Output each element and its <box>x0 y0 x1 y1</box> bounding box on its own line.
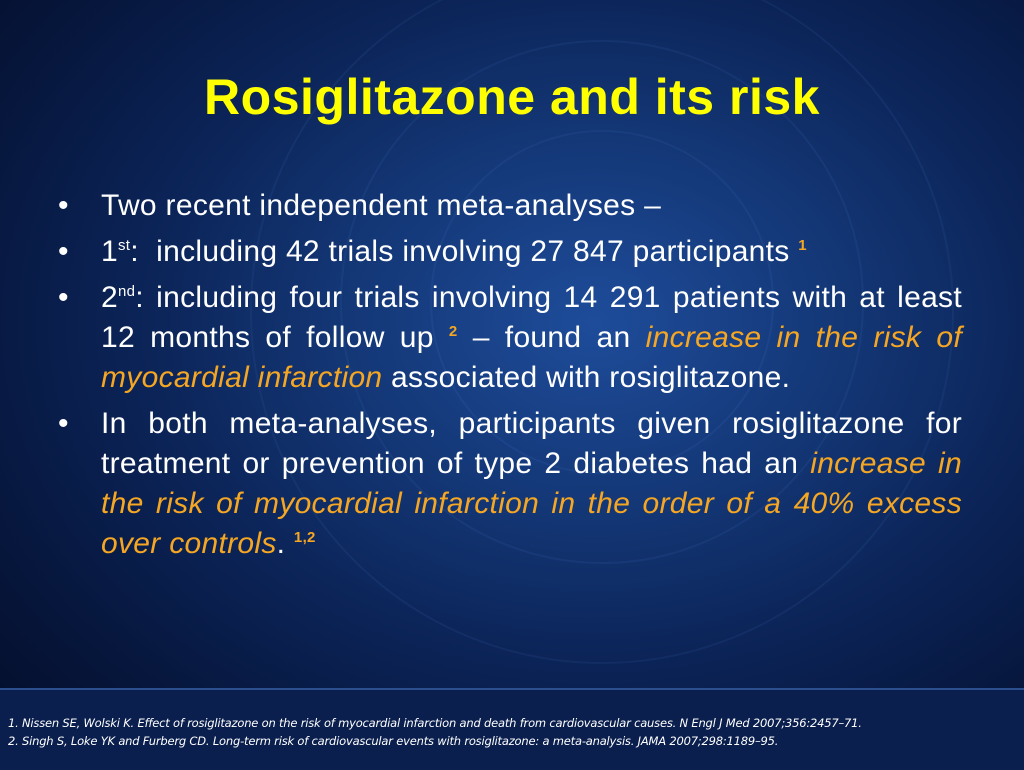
bullet-text-continued: – found an <box>457 321 646 354</box>
bullet-dot-icon: • <box>58 281 69 314</box>
footnote-reference-2: 2. Singh S, Loke YK and Furberg CD. Long-term risk of cardiovascular events with rosiglitazone: a meta-analysis. JAMA 2007;298:1189–95. <box>8 734 779 748</box>
ordinal-suffix: st <box>118 237 131 254</box>
bullet-dot-icon: • <box>58 407 69 440</box>
ordinal-number: 1 <box>101 235 118 268</box>
bullet-list <box>58 186 962 570</box>
reference-marker: 1,2 <box>293 529 316 546</box>
footnotes <box>8 714 862 750</box>
bullet-item-both-analyses <box>58 404 962 564</box>
slide-title: Rosiglitazone and its risk <box>204 69 820 125</box>
bullet-text: : including four trials involving 14 291 patients with at least 12 months of follow up <box>101 281 962 354</box>
ordinal-suffix: nd <box>118 283 136 300</box>
bullet-item-second-analysis <box>58 278 962 398</box>
bullet-text: Two recent independent meta-analyses – <box>101 189 662 222</box>
bullet-item-first-analysis <box>58 232 962 272</box>
bullet-text-end: associated with rosiglitazone. <box>382 361 791 394</box>
footnote-bar <box>0 688 1024 770</box>
ordinal-number: 2 <box>101 281 118 314</box>
footnote-reference-1: 1. Nissen SE, Wolski K. Effect of rosiglitazone on the risk of myocardial infarction and death from cardiovascular causes. N Engl J Med 2007;356:2457–71. <box>8 716 862 730</box>
bullet-item-meta-analyses <box>58 186 962 226</box>
bullet-dot-icon: • <box>58 235 69 268</box>
emphasis-text: increase in the risk of myocardial infarction <box>101 321 962 394</box>
bullet-text: : including 42 trials involving 27 847 participants <box>130 235 799 268</box>
bullet-dot-icon: • <box>58 189 69 222</box>
emphasis-text: increase in the risk of myocardial infarction in the order of a 40% excess over controls <box>101 447 962 560</box>
bullet-text: In both meta-analyses, participants given rosiglitazone for treatment or prevention of type 2 diabetes had an <box>101 407 962 480</box>
reference-marker: 2 <box>448 323 458 340</box>
bullet-text-end: . <box>276 527 294 560</box>
reference-marker: 1 <box>798 237 807 254</box>
